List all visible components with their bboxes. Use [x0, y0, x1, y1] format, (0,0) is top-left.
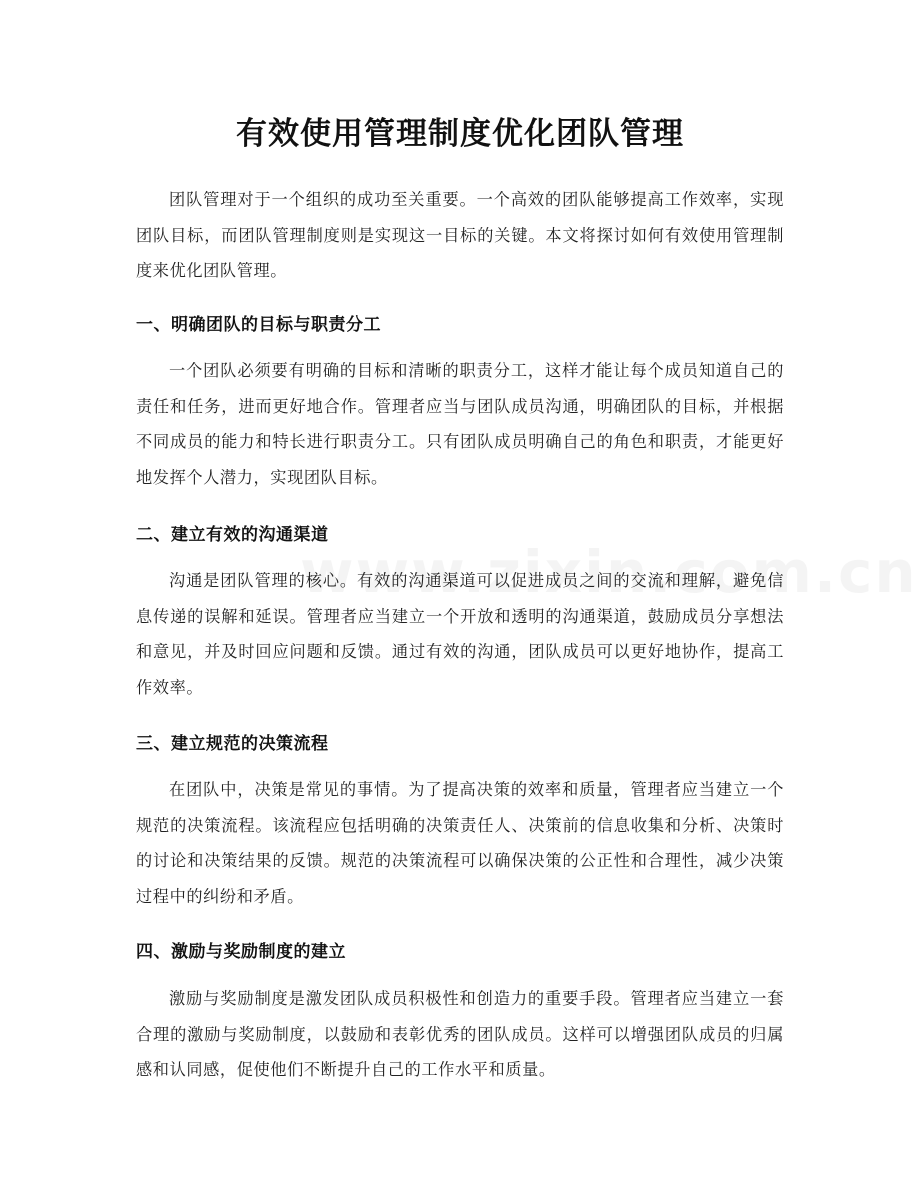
intro-paragraph: 团队管理对于一个组织的成功至关重要。一个高效的团队能够提高工作效率，实现团队目标，而团队管理制度则是实现这一目标的关键。本文将探讨如何有效使用管理制度来优化团队管理。	[136, 190, 784, 280]
document-title: 有效使用管理制度优化团队管理	[236, 116, 684, 152]
section-heading-2: 二、建立有效的沟通渠道	[136, 525, 329, 545]
section-body-1: 一个团队必须要有明确的目标和清晰的职责分工，这样才能让每个成员知道自己的责任和任务，进而更好地合作。管理者应当与团队成员沟通，明确团队的目标，并根据不同成员的能力和特长进行职责分工。只有团队成员明确自己的角色和职责，才能更好地发挥个人潜力，实现团队目标。	[136, 361, 784, 487]
section-body-4: 激励与奖励制度是激发团队成员积极性和创造力的重要手段。管理者应当建立一套合理的激励与奖励制度，以鼓励和表彰优秀的团队成员。这样可以增强团队成员的归属感和认同感，促使他们不断提升自己的工作水平和质量。	[136, 989, 784, 1079]
section-heading-4: 四、激励与奖励制度的建立	[136, 942, 346, 962]
section-body-3: 在团队中，决策是常见的事情。为了提高决策的效率和质量，管理者应当建立一个规范的决策流程。该流程应包括明确的决策责任人、决策前的信息收集和分析、决策时的讨论和决策结果的反馈。规范的决策流程可以确保决策的公正性和合理性，减少决策过程中的纠纷和矛盾。	[136, 780, 784, 906]
section-heading-1: 一、明确团队的目标与职责分工	[136, 315, 381, 335]
section-heading-3: 三、建立规范的决策流程	[136, 734, 329, 754]
section-body-2: 沟通是团队管理的核心。有效的沟通渠道可以促进成员之间的交流和理解，避免信息传递的误解和延误。管理者应当建立一个开放和透明的沟通渠道，鼓励成员分享想法和意见，并及时回应问题和反馈。通过有效的沟通，团队成员可以更好地协作，提高工作效率。	[136, 571, 784, 697]
